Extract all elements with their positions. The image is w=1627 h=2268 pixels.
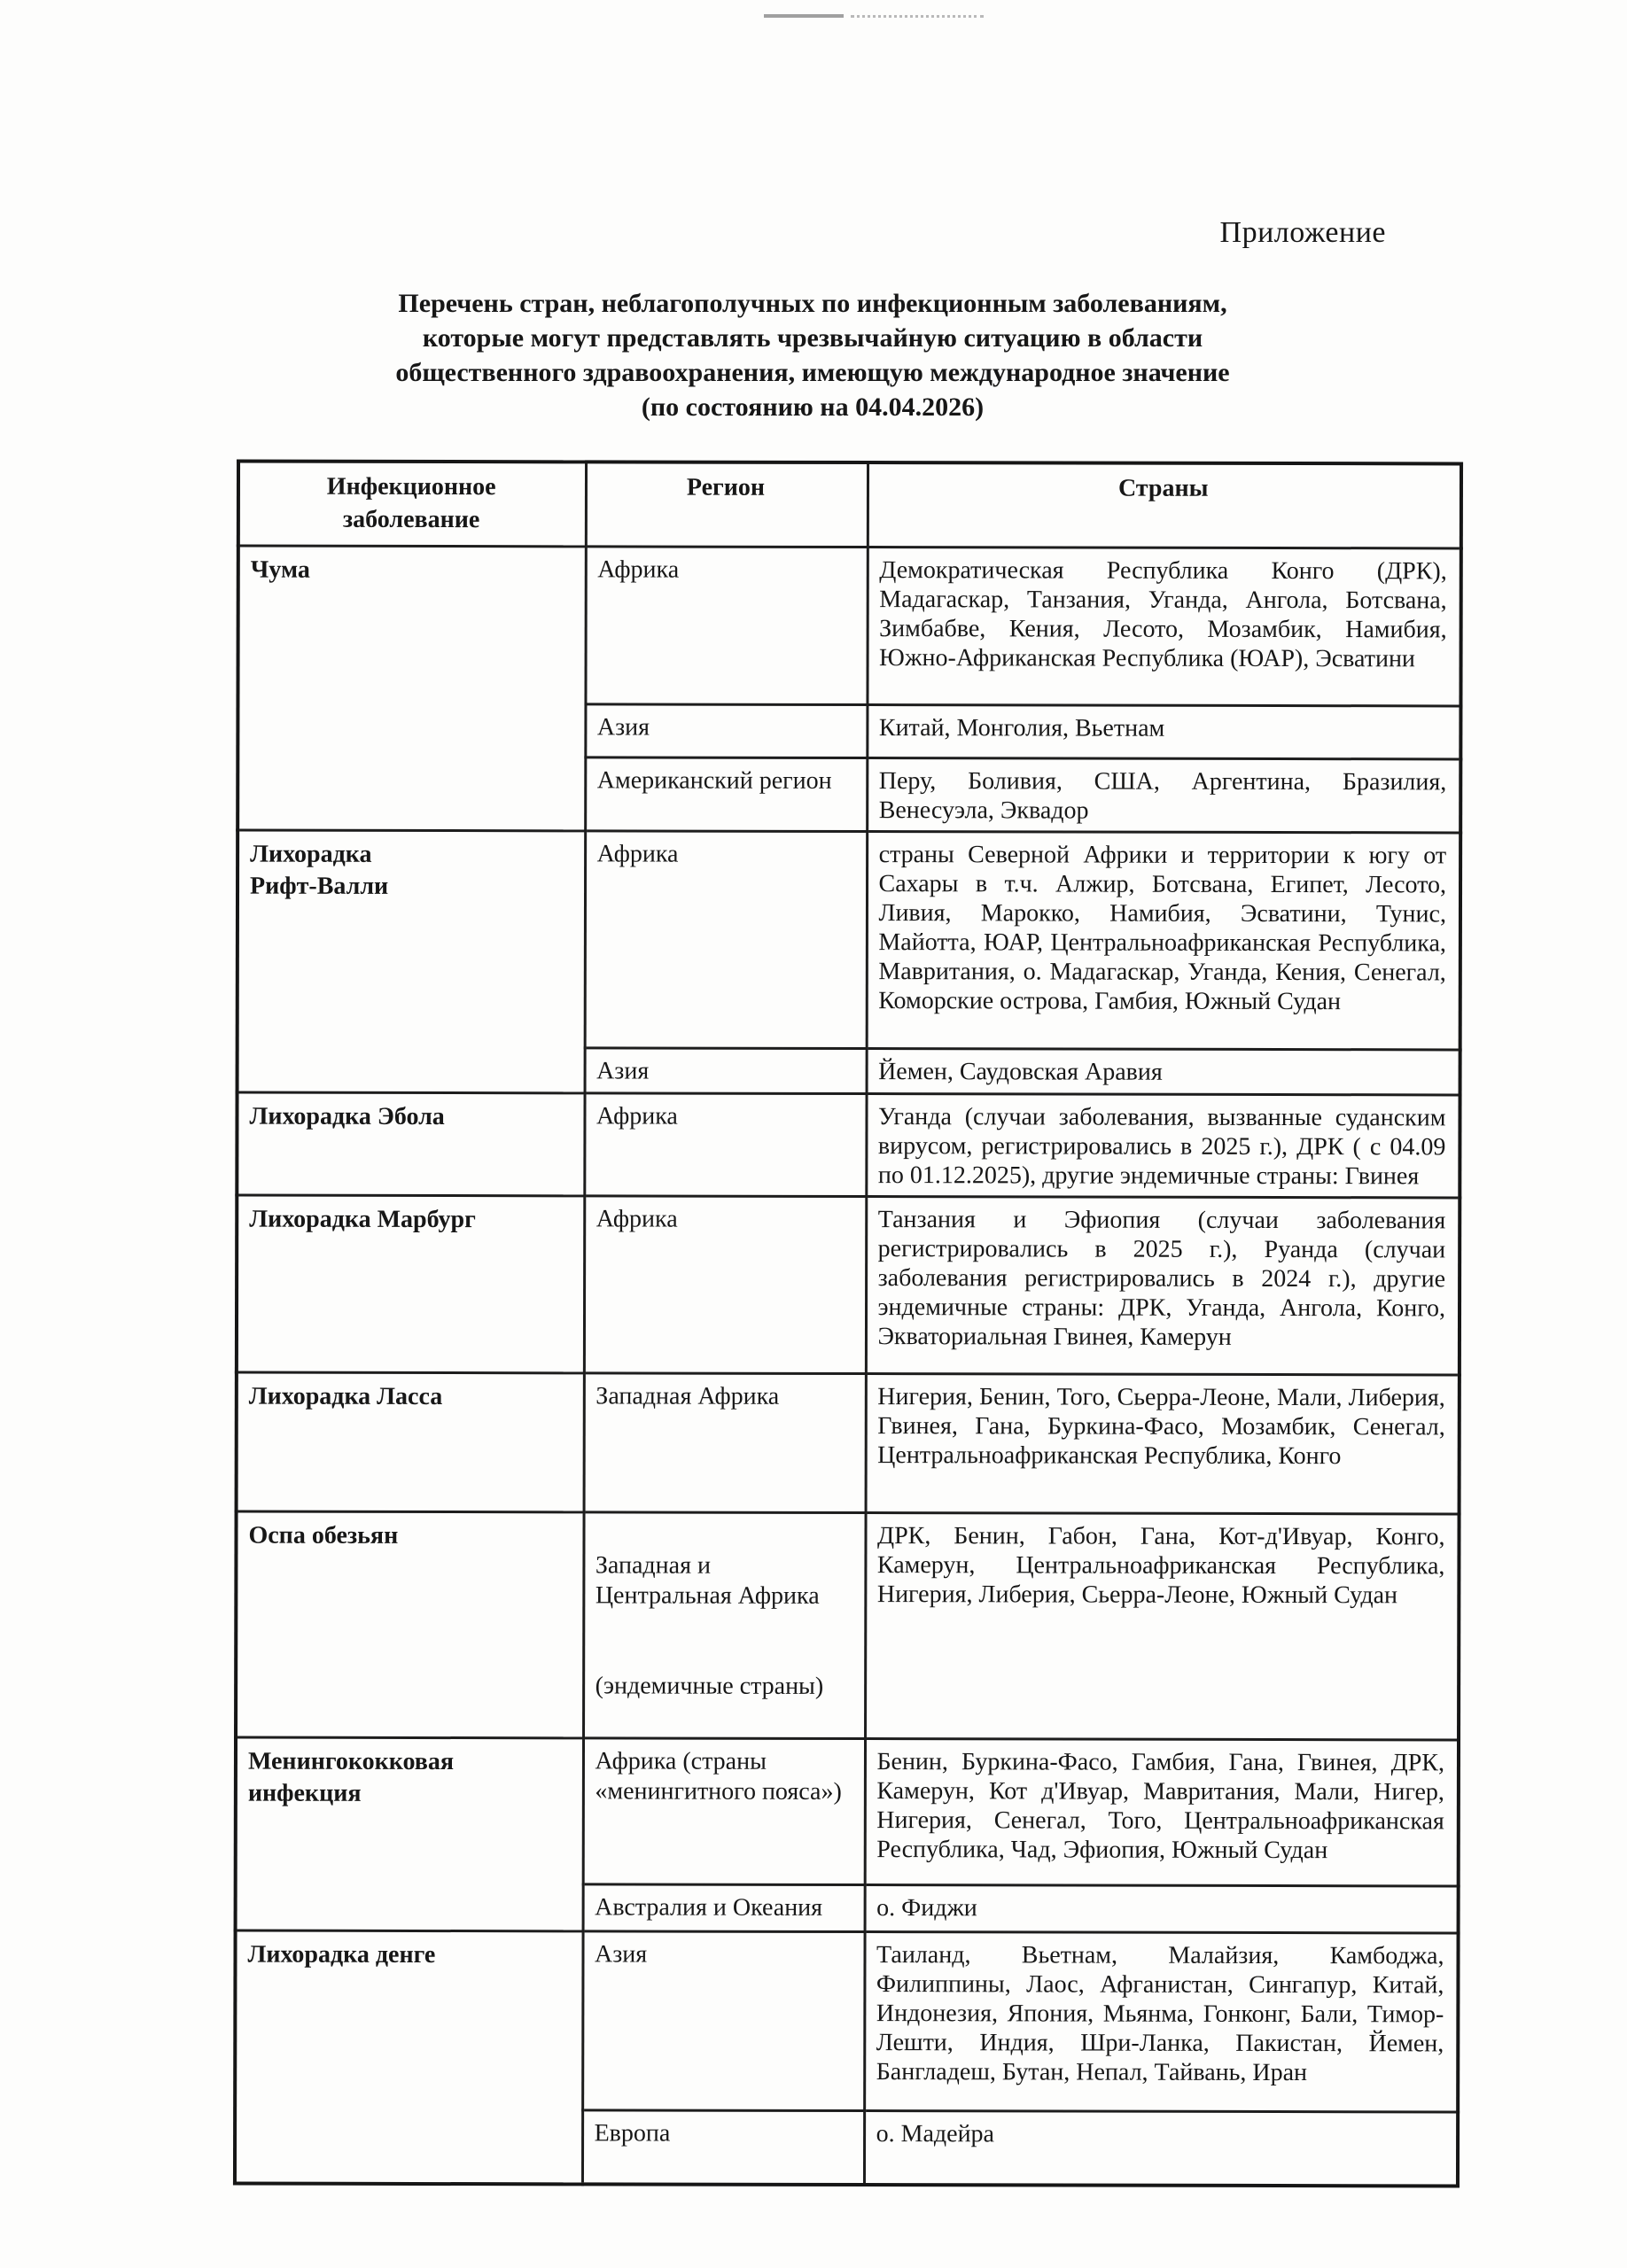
region-cell: Африка: [585, 830, 868, 1048]
region-label: Западная и Центральная Африка: [595, 1550, 820, 1610]
disease-cell: Лихорадка Ласса: [237, 1372, 584, 1512]
table-row: [237, 1195, 1460, 1375]
region-cell: Азия: [585, 1047, 867, 1093]
countries-cell: Таиланд, Вьетнам, Малайзия, Камбоджа, Филиппины, Лаос, Афганистан, Сингапур, Китай, Индонезия, Япония, Мьянма, Гонконг, Бали, Тимор-Лешти, Индия, Шри-Ланка, Пакистан, Йемен, Бангладеш, Бутан, Непал, Тайвань, Иран: [864, 1931, 1458, 2111]
document-title: [223, 286, 1402, 424]
header-countries: Страны: [868, 462, 1461, 548]
region-cell: [583, 1511, 866, 1738]
countries-cell: Бенин, Буркина-Фасо, Гамбия, Гана, Гвинея, ДРК, Камерун, Кот д'Ивуар, Мавритания, Мали, Нигер, Нигерия, Сенегал, Того, Центральноафриканская Республика, Чад, Эфиопия, Южный Судан: [865, 1738, 1459, 1885]
region-cell: Африка: [584, 1195, 866, 1373]
diseases-countries-table: [233, 460, 1463, 2188]
scan-artifact-dots: [851, 15, 984, 18]
title-line-4: (по состоянию на 04.04.2026): [641, 392, 985, 422]
region-cell: Американский регион: [585, 757, 867, 831]
table-row: [237, 1372, 1460, 1514]
table-row: [237, 830, 1461, 1050]
region-cell: Азия: [582, 1930, 864, 2110]
disease-cell: Лихорадка Марбург: [237, 1195, 584, 1373]
header-disease: Инфекционное заболевание: [238, 462, 586, 547]
scan-artifact-dash: [764, 14, 844, 18]
region-cell: Африка: [584, 1092, 866, 1196]
region-cell: Африка: [585, 546, 867, 704]
countries-cell: ДРК, Бенин, Габон, Гана, Кот-д'Ивуар, Конго, Камерун, Центральноафриканская Республика, Нигерия, Либерия, Сьерра-Леоне, Южный Судан: [865, 1512, 1460, 1739]
countries-cell: Йемен, Саудовская Аравия: [867, 1048, 1460, 1094]
disease-cell: Оспа обезьян: [236, 1511, 584, 1738]
region-cell: Африка (страны «менингитного пояса»): [583, 1737, 865, 1884]
title-line-3: общественного здравоохранения, имеющую международное значение: [395, 358, 1230, 387]
countries-cell: Уганда (случаи заболевания, вызванные суданским вирусом, регистрировались в 2025 г.), ДРК ( с 04.09 по 01.12.2025), другие эндемичные страны: Гвинея: [866, 1093, 1460, 1197]
appendix-label: Приложение: [1219, 216, 1386, 249]
countries-cell: Демократическая Республика Конго (ДРК), Мадагаскар, Танзания, Уганда, Ангола, Ботсвана, Зимбабве, Кения, Лесото, Мозамбик, Намибия, Южно-Африканская Республика (ЮАР), Эсватини: [867, 547, 1460, 705]
disease-cell: Чума: [237, 546, 586, 831]
title-line-2: которые могут представлять чрезвычайную ситуацию в области: [422, 323, 1203, 353]
countries-cell: Нигерия, Бенин, Того, Сьерра-Леоне, Мали, Либерия, Гвинея, Гана, Буркина-Фасо, Мозамбик, Сенегал, Центральноафриканская Республика, Конго: [866, 1373, 1460, 1513]
countries-cell: о. Фиджи: [865, 1884, 1459, 1932]
region-cell: Австралия и Океания: [583, 1884, 865, 1931]
header-row: [238, 462, 1461, 548]
countries-cell: о. Мадейра: [864, 2110, 1458, 2186]
countries-cell: страны Северной Африки и территории к югу от Сахары в т.ч. Алжир, Ботсвана, Египет, Лесото, Ливия, Марокко, Намибия, Эсватини, Тунис, Майотта, ЮАР, Центральноафриканская Республика, Мавритания, о. Мадагаскар, Уганда, Кения, Сенегал, Коморские острова, Гамбия, Южный Судан: [867, 831, 1461, 1049]
table-row: [237, 1092, 1460, 1198]
countries-cell: Танзания и Эфиопия (случаи заболевания регистрировались в 2025 г.), Руанда (случаи заболевания регистрировались в 2024 г.), другие эндемичные страны: ДРК, Уганда, Ангола, Конго, Экваториальная Гвинея, Камерун: [866, 1196, 1460, 1374]
table-row: [236, 1737, 1459, 1886]
region-cell: Западная Африка: [584, 1372, 866, 1512]
disease-cell: Лихорадка Рифт-Валли: [237, 830, 586, 1093]
region-cell: Азия: [585, 703, 867, 757]
table-row: [237, 546, 1460, 706]
region-note: (эндемичные страны): [595, 1671, 824, 1700]
region-cell: Европа: [582, 2109, 864, 2185]
disease-cell: Лихорадка денге: [235, 1930, 583, 2185]
countries-cell: Китай, Монголия, Вьетнам: [867, 704, 1460, 758]
table-row: [235, 1930, 1458, 2112]
disease-cell: Лихорадка Эбола: [237, 1092, 584, 1196]
disease-cell: Менингококковая инфекция: [236, 1737, 583, 1931]
countries-cell: Перу, Боливия, США, Аргентина, Бразилия, Венесуэла, Эквадор: [867, 757, 1460, 832]
title-line-1: Перечень стран, неблагополучных по инфекционным заболеваниям,: [398, 289, 1227, 318]
header-region: Регион: [586, 462, 868, 547]
table-row: [236, 1511, 1460, 1740]
